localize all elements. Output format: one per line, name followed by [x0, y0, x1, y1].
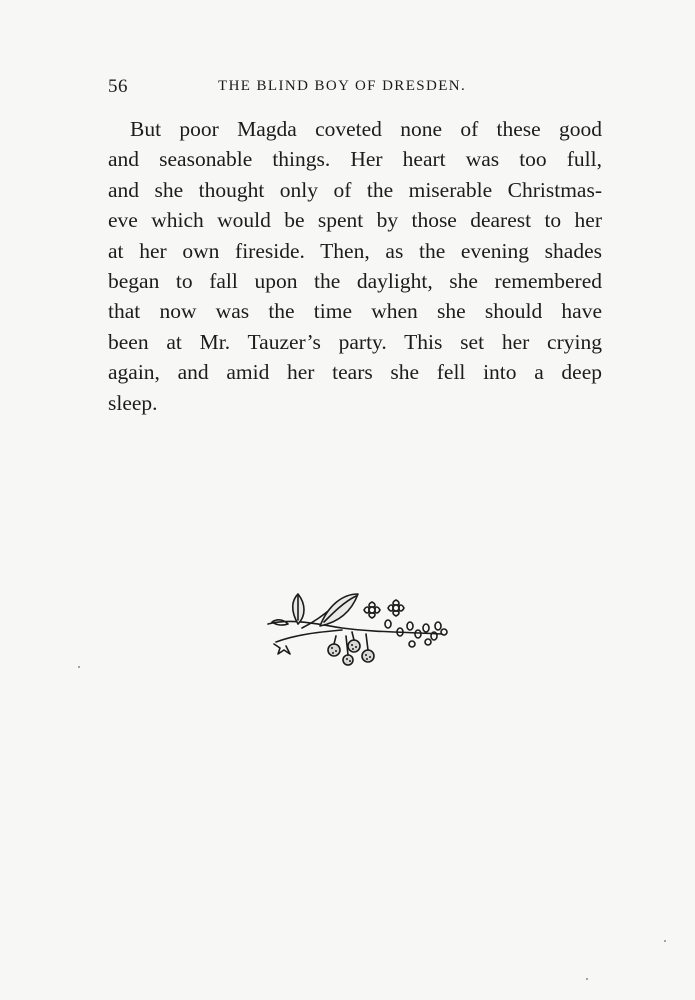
- paper-speck: [586, 978, 588, 980]
- paper-speck: [664, 940, 666, 942]
- text-line: and she thought only of the miserable Christmas-: [108, 177, 602, 202]
- text-line: began to fall upon the daylight, she remembered: [108, 269, 602, 294]
- text-line: been at Mr. Tauzer’s party. This set her crying: [108, 329, 602, 354]
- text-line: that now was the time when she should have: [108, 299, 602, 324]
- page-number: 56: [108, 76, 128, 97]
- running-head: THE BLIND BOY OF DRESDEN.: [218, 78, 467, 94]
- body-paragraph: [108, 114, 602, 418]
- text-line: But poor Magda coveted none of these good: [130, 117, 602, 141]
- floral-berry-sprig-icon: [262, 588, 450, 670]
- text-line: again, and amid her tears she fell into a deep: [108, 360, 602, 385]
- paper-speck: [78, 666, 80, 668]
- page-header: [108, 76, 602, 102]
- text-line: sleep.: [108, 390, 158, 415]
- text-line: and seasonable things. Her heart was too full,: [108, 147, 602, 172]
- text-line: eve which would be spent by those dearest to her: [108, 208, 602, 233]
- text-line: at her own fireside. Then, as the evening shades: [108, 238, 602, 263]
